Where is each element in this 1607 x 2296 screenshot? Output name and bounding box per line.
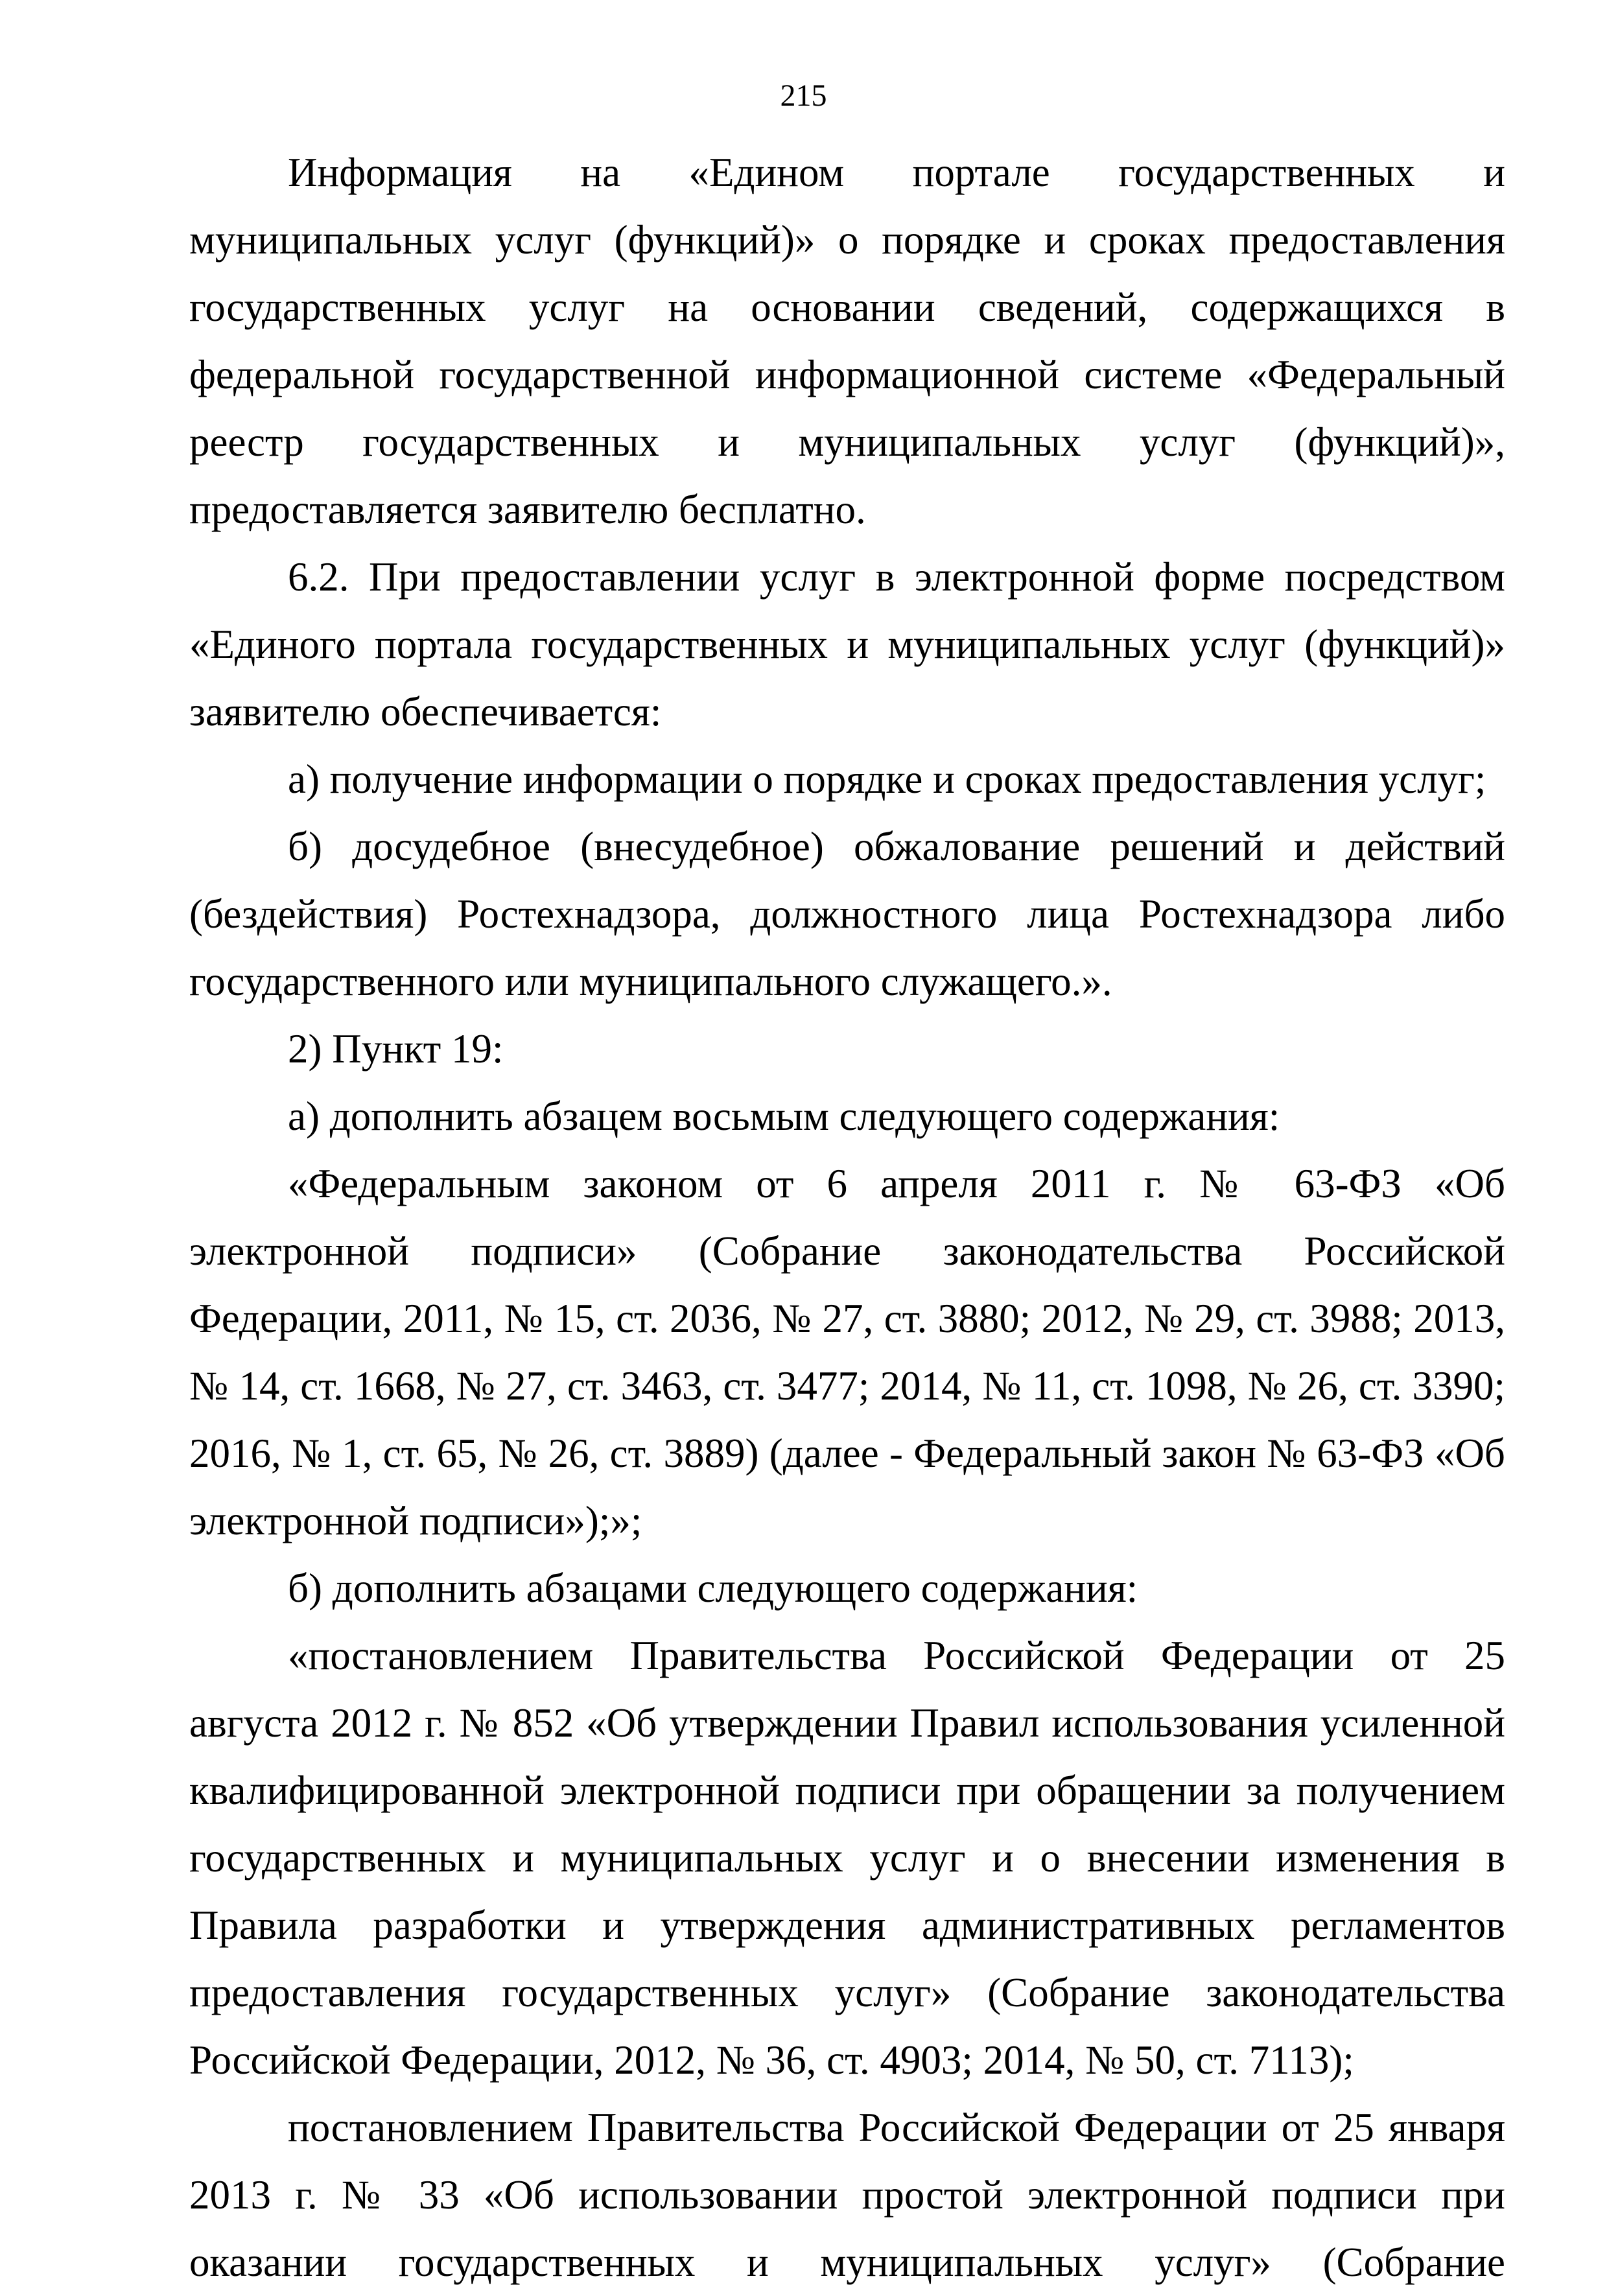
paragraph-decree-33: постановлением Правительства Российской Федерации от 25 января 2013 г. № 33 «Об использовании простой электронной подписи при оказании государственных и муниципальных услуг» (Собрание [189,2105,1505,2285]
paragraph-6-2: 6.2. При предоставлении услуг в электронной форме посредством «Единого портала государственных и муниципальных услуг (функций)» заявителю обеспечивается: [189,554,1505,734]
paragraph-decree-852: «постановлением Правительства Российской Федерации от 25 августа 2012 г. № 852 «Об утверждении Правил использования усиленной квалифицированной электронной подписи при обращении за получением государственных и муниципальных услуг и о внесении изменения в Правила разработки и утверждения административных регламентов предоставления государственных услуг» (Собрание законодательства Российской Федерации, 2012, № 36, ст. 4903; 2014, № 50, ст. 7113); [189,1633,1505,2083]
paragraph-item-a: а) получение информации о порядке и сроках предоставления услуг; [288,756,1486,802]
paragraph-portal-info: Информация на «Едином портале государственных и муниципальных услуг (функций)» о порядке и сроках предоставления государственных услуг на основании сведений, содержащихся в федеральной государственной информационной системе «Федеральный реестр государственных и муниципальных услуг (функций)», предоставляется заявителю бесплатно. [189,150,1505,532]
paragraph-federal-law-63: «Федеральным законом от 6 апреля 2011 г. № 63-ФЗ «Об электронной подписи» (Собрание законодательства Российской Федерации, 2011, № 15, ст. 2036, № 27, ст. 3880; 2012, № 29, ст. 3988; 2013, № 14, ст. 1668, № 27, ст. 3463, ст. 3477; 2014, № 11, ст. 1098, № 26, ст. 3390; 2016, № 1, ст. 65, № 26, ст. 3889) (далее - Федеральный закон № 63-ФЗ «Об электронной подписи»);»; [189,1161,1505,1543]
paragraph-add-paragraphs: б) дополнить абзацами следующего содержания: [288,1565,1138,1611]
paragraph-point-19: 2) Пункт 19: [288,1026,504,1072]
paragraph-item-b: б) досудебное (внесудебное) обжалование решений и действий (бездействия) Ростехнадзора, должностного лица Ростехнадзора либо государственного или муниципального служащего.». [189,824,1505,1004]
page-number: 215 [780,78,827,113]
document-body [189,139,1505,2296]
paragraph-add-eighth: а) дополнить абзацем восьмым следующего содержания: [288,1094,1280,1139]
